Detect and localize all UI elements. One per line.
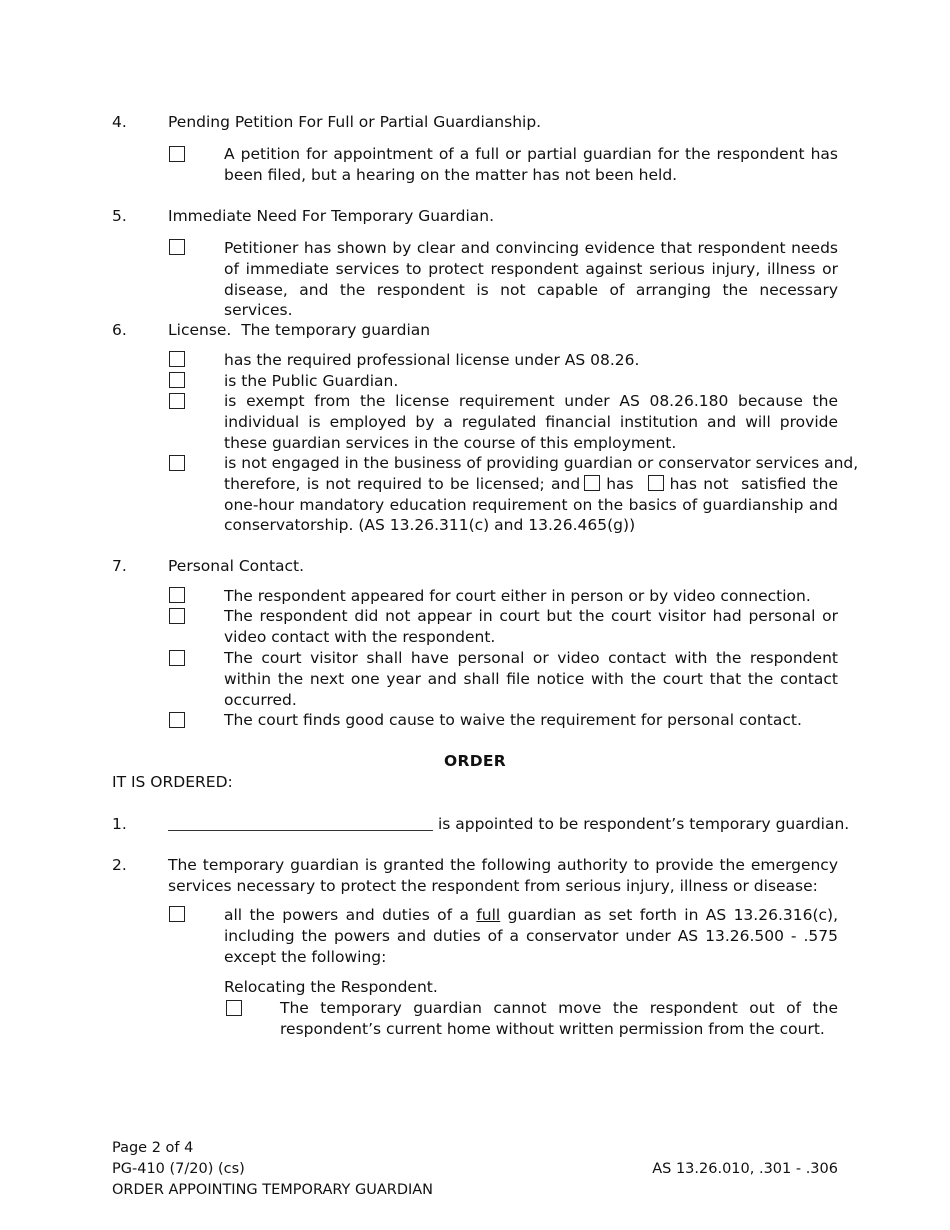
item-4-checkbox[interactable] bbox=[169, 146, 185, 162]
item-5-number: 5. bbox=[112, 207, 127, 225]
relocating-text: The temporary guardian cannot move the respondent out of the respondent’s current home without written permission from the court. bbox=[280, 999, 838, 1038]
full-powers-text-after: guardian as set forth in AS 13.26.316(c), including the powers and duties of a conservator under AS 13.26.500 - .575 except the following: bbox=[224, 906, 838, 966]
item-5-option-text: Petitioner has shown by clear and convincing evidence that respondent needs of immediate services to protect respondent against serious injury, illness or disease, and the respondent is not capable of arranging the necessary services. bbox=[224, 239, 838, 320]
order-1-number: 1. bbox=[112, 815, 127, 833]
license-option-2-checkbox[interactable] bbox=[169, 372, 185, 388]
contact-option-2-checkbox[interactable] bbox=[169, 608, 185, 624]
full-powers-text-before: all the powers and duties of a bbox=[224, 906, 469, 924]
contact-option-3-checkbox[interactable] bbox=[169, 650, 185, 666]
license-option-4-line-2-text: therefore, is not required to be licensed; and bbox=[224, 474, 581, 493]
contact-option-2-text: The respondent did not appear in court but the court visitor had personal or video contact with the respondent. bbox=[224, 607, 838, 646]
item-5-heading: Immediate Need For Temporary Guardian. bbox=[168, 207, 495, 225]
license-option-1-checkbox[interactable] bbox=[169, 351, 185, 367]
item-7-number: 7. bbox=[112, 557, 127, 575]
guardian-name-field[interactable] bbox=[168, 816, 433, 831]
full-underlined: full bbox=[476, 906, 501, 924]
footer-form-title: ORDER APPOINTING TEMPORARY GUARDIAN bbox=[112, 1182, 434, 1198]
license-option-4-line-3: one-hour mandatory education requirement on the basics of guardianship and bbox=[224, 495, 838, 514]
contact-option-4-checkbox[interactable] bbox=[169, 712, 185, 728]
footer-left bbox=[112, 1138, 433, 1201]
order-intro: IT IS ORDERED: bbox=[112, 773, 233, 791]
item-4-option-text: A petition for appointment of a full or partial guardian for the respondent has been filed, but a hearing on the matter has not been held. bbox=[224, 145, 838, 184]
item-7-heading: Personal Contact. bbox=[168, 557, 305, 575]
relocating-heading: Relocating the Respondent. bbox=[224, 978, 438, 996]
order-2-number: 2. bbox=[112, 856, 127, 874]
license-option-4-line-4: conservatorship. (AS 13.26.311(c) and 13.26.465(g)) bbox=[224, 516, 636, 535]
license-option-4-checkbox[interactable] bbox=[169, 455, 185, 471]
license-option-2-text: is the Public Guardian. bbox=[224, 372, 399, 390]
has-checkbox[interactable] bbox=[584, 475, 600, 491]
has-label: has bbox=[606, 474, 634, 493]
order-1-line bbox=[168, 814, 849, 835]
has-not-checkbox[interactable] bbox=[648, 475, 664, 491]
item-6-heading: License. The temporary guardian bbox=[168, 321, 431, 339]
license-option-1-text: has the required professional license under AS 08.26. bbox=[224, 351, 640, 369]
order-title: ORDER bbox=[443, 752, 506, 770]
item-4-number: 4. bbox=[112, 113, 127, 131]
license-option-3-text: is exempt from the license requirement under AS 08.26.180 because the individual is employed by a regulated financial institution and will provide these guardian services in the course of this employment. bbox=[224, 392, 838, 452]
license-option-4-line-2 bbox=[224, 474, 838, 495]
order-1-text: is appointed to be respondent’s temporary guardian. bbox=[437, 815, 850, 833]
relocating-checkbox[interactable] bbox=[226, 1000, 242, 1016]
footer-form-number: PG-410 (7/20) (cs) bbox=[112, 1161, 245, 1177]
has-not-label: has not satisfied the bbox=[669, 474, 838, 493]
contact-option-3-text: The court visitor shall have personal or video contact with the respondent within the next one year and shall file notice with the court that the contact occurred. bbox=[224, 649, 838, 709]
contact-option-1-text: The respondent appeared for court either in person or by video connection. bbox=[224, 587, 811, 605]
contact-option-4-text: The court finds good cause to waive the requirement for personal contact. bbox=[224, 711, 802, 729]
full-powers-checkbox[interactable] bbox=[169, 906, 185, 922]
contact-option-1-checkbox[interactable] bbox=[169, 587, 185, 603]
license-option-3-checkbox[interactable] bbox=[169, 393, 185, 409]
footer-page: Page 2 of 4 bbox=[112, 1140, 194, 1156]
item-4-heading: Pending Petition For Full or Partial Guardianship. bbox=[168, 113, 542, 131]
license-option-4-line-1: is not engaged in the business of providing guardian or conservator services and, bbox=[224, 454, 859, 472]
footer-statute: AS 13.26.010, .301 - .306 bbox=[652, 1161, 838, 1177]
item-5-checkbox[interactable] bbox=[169, 239, 185, 255]
order-2-text: The temporary guardian is granted the following authority to provide the emergency services necessary to protect the respondent from serious injury, illness or disease: bbox=[168, 856, 838, 895]
license-option-4-text bbox=[224, 453, 859, 536]
full-powers-text bbox=[224, 905, 838, 967]
item-6-number: 6. bbox=[112, 321, 127, 339]
